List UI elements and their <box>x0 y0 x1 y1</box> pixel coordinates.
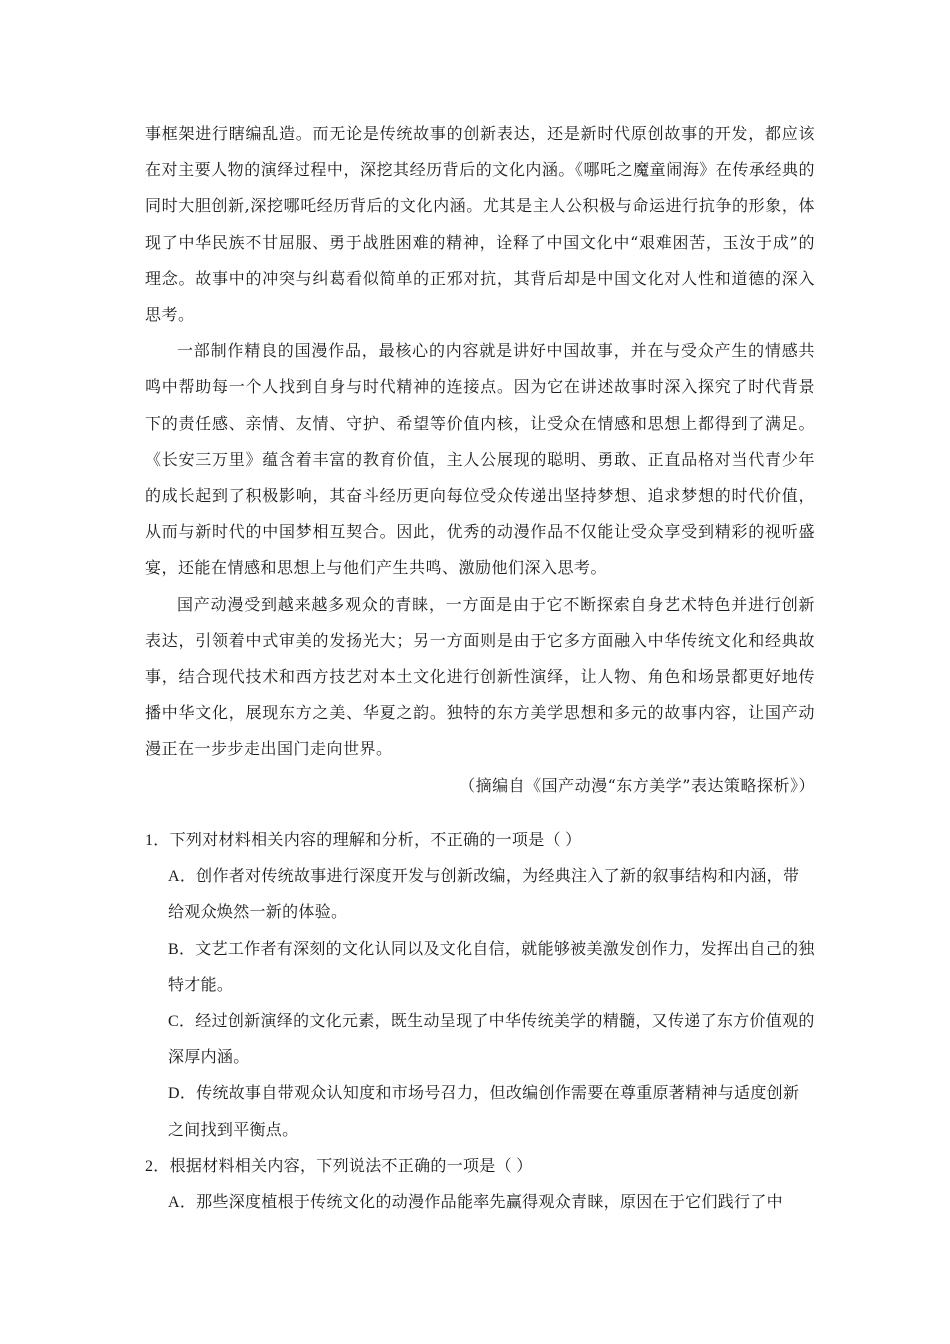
reading-passage <box>145 116 815 804</box>
question-stem: 1．下列对材料相关内容的理解和分析，不正确的一项是（ ） <box>145 832 582 849</box>
question-2 <box>145 1149 815 1221</box>
option-a: A．那些深度植根于传统文化的动漫作品能率先赢得观众青睐，原因在于它们践行了中 <box>168 1194 783 1212</box>
passage-source-citation: （摘编自《国产动漫“东方美学”表达策略探析》） <box>459 775 815 795</box>
option-d: D．传统故事自带观众认知度和市场号召力，但改编创作需要在尊重原著精神与适度创新之间找到平衡点。 <box>168 1085 800 1139</box>
passage-paragraph-1: 事框架进行瞎编乱造。而无论是传统故事的创新表达，还是新时代原创故事的开发，都应该在对主要人物的演绎过程中，深挖其经历背后的文化内涵。《哪吒之魔童闹海》在传承经典的同时大胆创新,深挖哪吒经历背后的文化内涵。尤其是主人公积极与命运进行抗争的形象，体现了中华民族不甘屈服、勇于战胜困难的精神，诠释了中国文化中“艰难困苦，玉汝于成”的理念。故事中的冲突与纠葛看似简单的正邪对抗，其背后却是中国文化对人性和道德的深入思考。 <box>145 124 815 325</box>
question-section <box>145 823 815 1221</box>
option-a: A．创作者对传统故事进行深度开发与创新改编，为经典注入了新的叙事结构和内涵，带给观众焕然一新的体验。 <box>168 868 800 922</box>
option-b: B．文艺工作者有深刻的文化认同以及文化自信，就能够被美激发创作力，发挥出自己的独特才能。 <box>168 940 815 994</box>
option-c: C．经过创新演绎的文化元素，既生动呈现了中华传统美学的精髓，又传递了东方价值观的深厚内涵。 <box>168 1013 815 1067</box>
passage-paragraph-3: 国产动漫受到越来越多观众的青睐，一方面是由于它不断探索自身艺术特色并进行创新表达，引领着中式审美的发扬光大；另一方面则是由于它多方面融入中华传统文化和经典故事，结合现代技术和西方技艺对本土文化进行创新性演绎，让人物、角色和场景都更好地传播中华文化，展现东方之美、华夏之韵。独特的东方美学思想和多元的故事内容，让国产动漫正在一步步走出国门走向世界。 <box>145 594 815 759</box>
passage-paragraph-2: 一部制作精良的国漫作品，最核心的内容就是讲好中国故事，并在与受众产生的情感共鸣中帮助每一个人找到自身与时代精神的连接点。因为它在讲述故事时深入探究了时代背景下的责任感、亲情、友情、守护、希望等价值内核，让受众在情感和思想上都得到了满足。《长安三万里》蕴含着丰富的教育价值，主人公展现的聪明、勇敢、正直品格对当代青少年的成长起到了积极影响，其奋斗经历更向每位受众传递出坚持梦想、追求梦想的时代价值，从而与新时代的中国梦相互契合。因此，优秀的动漫作品不仅能让受众享受到精彩的视听盛宴，还能在情感和思想上与他们产生共鸣、激励他们深入思考。 <box>145 341 815 578</box>
question-stem: 2．根据材料相关内容，下列说法不正确的一项是（ ） <box>145 1157 533 1175</box>
question-1 <box>145 823 815 1149</box>
